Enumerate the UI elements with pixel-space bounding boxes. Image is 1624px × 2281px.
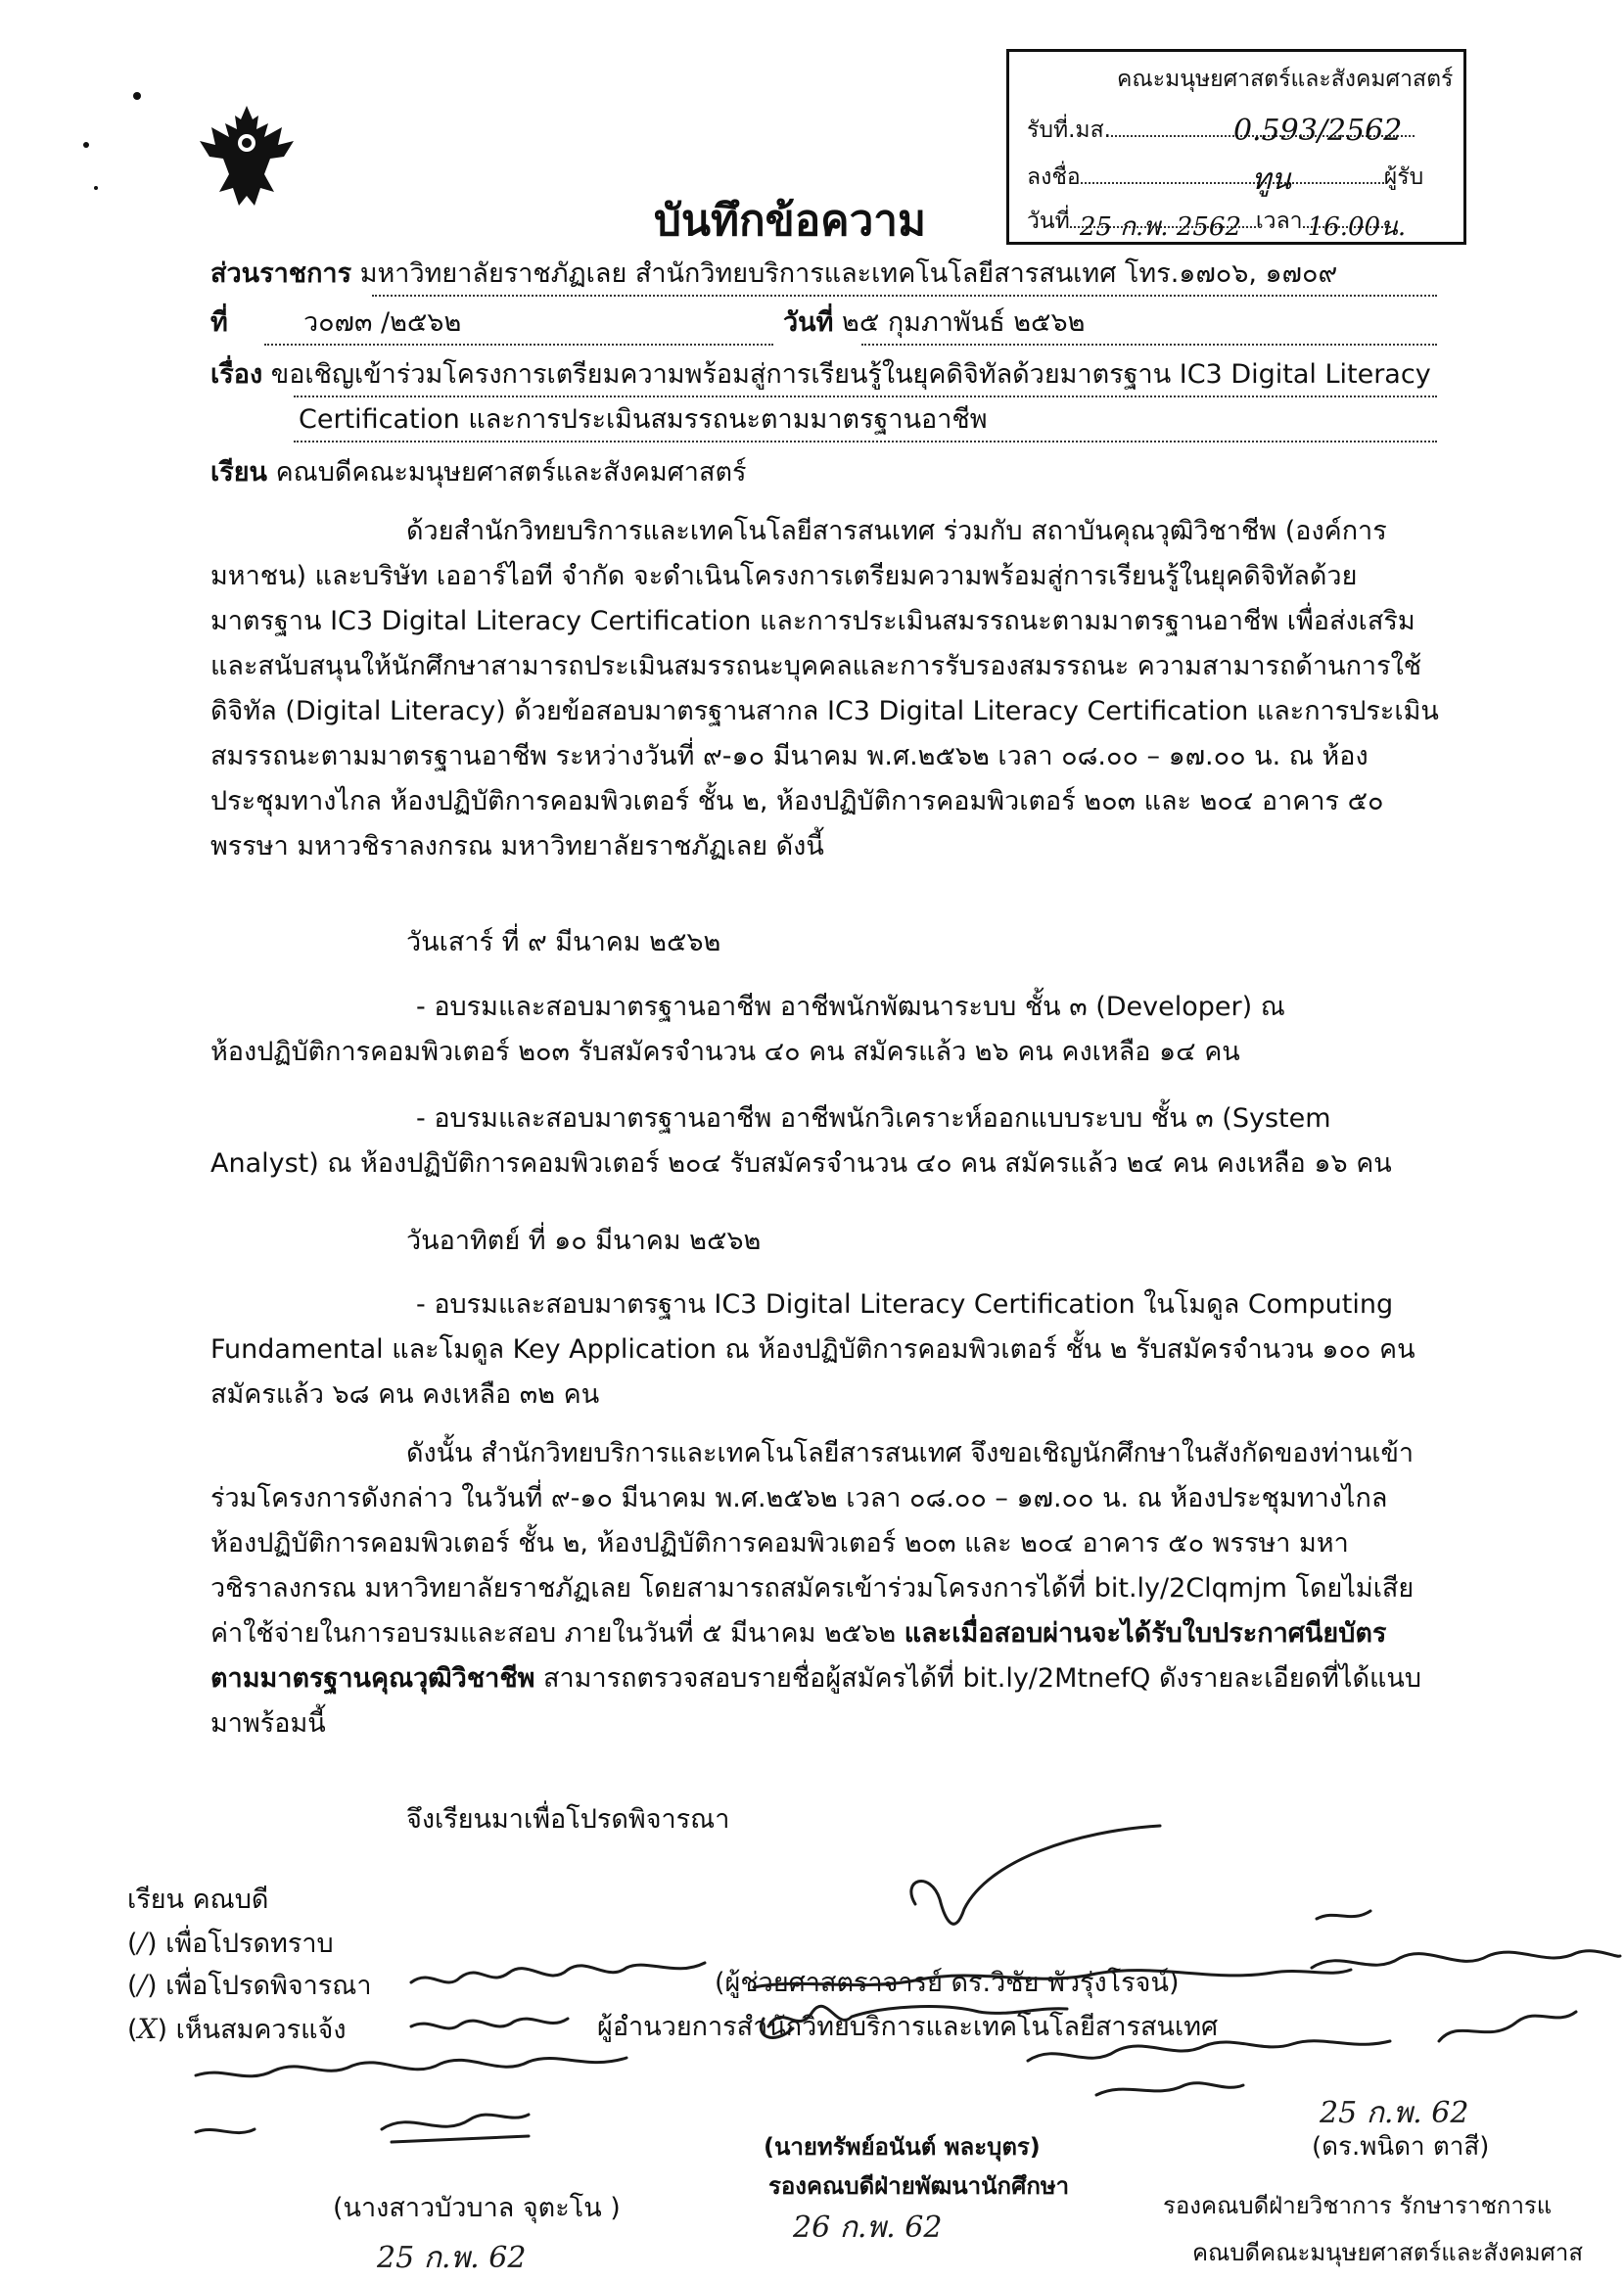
signature-deputy-icon [768,2006,1067,2026]
to-value: คณบดีคณะมนุษยศาสตร์และสังคมศาสตร์ [275,457,747,488]
agency-label: ส่วนราชการ [210,258,352,289]
option-acknowledge: (/) เพื่อโปรดทราบ [127,1927,334,1959]
signature-scribble-5-icon [382,2115,529,2142]
day2-heading: วันอาทิตย์ ที่ ๑๐ มีนาคม ๒๕๖๒ [406,1226,762,1256]
signature-scribble-8-icon [754,1970,1351,1987]
option-notify: (X) เห็นสมควรแจ้ง [127,2013,347,2045]
closing-line: จึงเรียนมาเพื่อโปรดพิจารณา [406,1804,730,1835]
stamp-receiver-value: ทูน [1251,163,1292,197]
stamp-sign-label: ลงชื่อ [1027,164,1081,190]
item2-line: - อบรมและสอบมาตรฐานอาชีพ อาชีพนักวิเคราะห์ออกแบบระบบ ชั้น ๓ (System [416,1103,1331,1134]
subject-line2: Certification และการประเมินสมรรถนะตามมาตรฐานอาชีพ [299,404,988,435]
signature-scribble-6-icon [1317,1911,1370,1919]
qualification-note: ตามมาตรฐานคุณวุฒิวิชาชีพ [210,1663,535,1694]
item3-line: Fundamental และโมดูล Key Application ณ ห้องปฏิบัติการคอมพิวเตอร์ ชั้น ๒ รับสมัครจำนวน ๑๐๐ คน [210,1334,1415,1365]
date-label: วันที่ [783,307,834,338]
scan-artifacts [0,0,196,196]
signature-scribble-7-icon [1312,1951,1620,1968]
subject-dotline2 [294,441,1437,442]
signer1-title: ผู้อำนวยการสำนักวิทยบริการและเทคโนโลยีสารสนเทศ [597,2012,1219,2042]
signature-scribble-10-icon [1028,2041,1390,2061]
item3-line: - อบรมและสอบมาตรฐาน IC3 Digital Literacy Certification ในโมดูล Computing [416,1289,1394,1320]
p2-line: ตามมาตรฐานคุณวุฒิวิชาชีพ สามารถตรวจสอบรายชื่อผู้สมัครได้ที่ bit.ly/2MtnefQ ดังรายละเอียดที่ได้แนบ [210,1663,1421,1694]
signer2-name: (นายทรัพย์อนันต์ พละบุตร) [764,2133,1041,2161]
stamp-received-label: รับที่.มส. [1027,117,1111,143]
p1-line: ด้วยสำนักวิทยบริการและเทคโนโลยีสารสนเทศ ร่วมกับ สถาบันคุณวุฒิวิชาชีพ (องค์การ [406,516,1387,546]
day1-heading: วันเสาร์ ที่ ๙ มีนาคม ๒๕๖๒ [406,927,721,957]
date-dotline [861,344,1437,346]
signature-scribble-4-icon [196,2129,255,2133]
agency-value: มหาวิทยาลัยราชภัฏเลย สำนักวิทยบริการและเทคโนโลยีสารสนเทศ โทร.๑๗๐๖, ๑๗๐๙ [359,258,1338,289]
handwritten-date-2: 25 ก.พ. 62 [377,2241,527,2275]
subject-line1: ขอเชิญเข้าร่วมโครงการเตรียมความพร้อมสู่การเรียนรู้ในยุคดิจิทัลด้วยมาตรฐาน IC3 Digital Literacy [270,359,1431,390]
signature-scribble-11-icon [1096,2083,1243,2095]
ref-dotline [264,344,773,346]
date-value: ๒๕ กุมภาพันธ์ ๒๕๖๒ [842,307,1086,338]
signature-director-icon [911,1826,1160,1924]
receipt-stamp [1006,49,1466,245]
item-3 [210,1282,1439,1418]
handwritten-date-3: 26 ก.พ. 62 [793,2211,943,2245]
agency-row [210,252,1337,297]
p1-line: สมรรถนะตามมาตรฐานอาชีพ ระหว่างวันที่ ๙-๑๐ มีนาคม พ.ศ.๒๕๖๒ เวลา ๐๘.๐๐ – ๑๗.๐๐ น. ณ ห้อง [210,741,1369,771]
garuda-emblem-icon [196,98,299,215]
signer3-name: (ดร.พนิดา ตาสี) [1312,2132,1490,2162]
signer3-title2: คณบดีคณะมนุษยศาสตร์และสังคมศาส [1192,2239,1583,2266]
paragraph-2 [210,1431,1439,1746]
handwritten-signatures [0,1801,1624,2279]
option-consider: (/) เพื่อโปรดพิจารณา [127,1969,372,2001]
stamp-time-label: เวลา [1255,209,1303,234]
item3-line: สมัครแล้ว ๖๘ คน คงเหลือ ๓๒ คน [210,1379,600,1410]
to-label: เรียน [210,457,268,488]
p1-line: ดิจิทัล (Digital Literacy) ด้วยข้อสอบมาตรฐานสากล IC3 Digital Literacy Certification และการประเมิน [210,696,1439,726]
p2-line: ค่าใช้จ่ายในการอบรมและสอบ ภายในวันที่ ๕ มีนาคม ๒๕๖๒ และเมื่อสอบผ่านจะได้รับใบประกาศนียบัตร [210,1618,1387,1649]
p2-line: มาพร้อมนี้ [210,1708,326,1739]
handwritten-date-1: 25 ก.พ. 62 [1320,2096,1469,2130]
p2-line: ร่วมโครงการดังกล่าว ในวันที่ ๙-๑๐ มีนาคม พ.ศ.๒๕๖๒ เวลา ๐๘.๐๐ – ๑๗.๐๐ น. ณ ห้องประชุมทางไกล [210,1483,1388,1513]
ref-value: ว๐๗๓ /๒๕๖๒ [303,307,462,338]
signature-scribble-2-icon [411,2019,568,2028]
signature-scribble-1-icon [411,1963,705,1982]
memo-title: บันทึกข้อความ [654,196,927,246]
p2-line: ดังนั้น สำนักวิทยบริการและเทคโนโลยีสารสนเทศ จึงขอเชิญนักศึกษาในสังกัดของท่านเข้า [406,1438,1415,1468]
p1-line: พรรษา มหาวชิราลงกรณ มหาวิทยาลัยราชภัฏเลย ดังนี้ [210,831,824,861]
agency-dotline [372,295,1437,297]
signature-scribble-9-icon [1439,2012,1576,2041]
item-1 [210,985,1439,1075]
signature-scribble-3-icon [196,2058,626,2076]
ref-label: ที่ [210,307,228,338]
p1-line: มาตรฐาน IC3 Digital Literacy Certification และการประเมินสมรรถนะตามมาตรฐานอาชีพ เพื่อส่งเสริม [210,606,1415,636]
subject-row [210,352,1431,397]
item1-line: ห้องปฏิบัติการคอมพิวเตอร์ ๒๐๓ รับสมัครจำนวน ๔๐ คน สมัครแล้ว ๒๖ คน คงเหลือ ๑๔ คน [210,1037,1240,1067]
checkmark-2: / [137,1969,147,2001]
p2-line: วชิราลงกรณ มหาวิทยาลัยราชภัฏเลย โดยสามารถสมัครเข้าร่วมโครงการได้ที่ bit.ly/2Clqmjm โดยไม่เสีย [210,1573,1415,1604]
paragraph-1 [210,509,1439,869]
stamp-org: คณะมนุษยศาสตร์และสังคมศาสตร์ [1117,67,1454,92]
signer2-title: รองคณบดีฝ่ายพัฒนานักศึกษา [768,2172,1070,2200]
to-dean: เรียน คณบดี [127,1885,269,1915]
stamp-date-value: 25 ก.พ. 2562 [1079,212,1242,242]
checkmark-3: X [137,2013,158,2045]
signer1-name: (ผู้ช่วยศาสตราจารย์ ดร.วิชัย พัวรุ่งโรจน์) [715,1968,1180,1998]
item-2 [210,1096,1439,1187]
item1-line: - อบรมและสอบมาตรฐานอาชีพ อาชีพนักพัฒนาระบบ ชั้น ๓ (Developer) ณ [416,992,1285,1022]
ref-row [210,301,228,346]
p1-line: ประชุมทางไกล ห้องปฏิบัติการคอมพิวเตอร์ ชั้น ๒, ห้องปฏิบัติการคอมพิวเตอร์ ๒๐๓ และ ๒๐๔ อาคาร ๕๐ [210,786,1384,816]
stamp-time-value: 16.00น. [1307,212,1407,242]
p1-line: และสนับสนุนให้นักศึกษาสามารถประเมินสมรรถนะบุคคลและการรับรองสมรรถนะ ความสามารถด้านการใช้ [210,651,1422,681]
p2-line: ห้องปฏิบัติการคอมพิวเตอร์ ชั้น ๒, ห้องปฏิบัติการคอมพิวเตอร์ ๒๐๓ และ ๒๐๔ อาคาร ๕๐ พรรษา มหา [210,1528,1349,1559]
stamp-date-label: วันที่ [1027,209,1070,234]
signer4-name: (นางสาวบัวบาล จุตะโน ) [333,2193,621,2223]
stamp-received-value: 0.593/2562 [1232,114,1403,148]
certificate-note: และเมื่อสอบผ่านจะได้รับใบประกาศนียบัตร [904,1618,1387,1649]
stamp-receiver-label: ผู้รับ [1383,164,1424,190]
signer3-title: รองคณบดีฝ่ายวิชาการ รักษาราชการแ [1163,2192,1553,2219]
to-row [210,450,746,495]
subject-label: เรื่อง [210,359,263,390]
item2-line: Analyst) ณ ห้องปฏิบัติการคอมพิวเตอร์ ๒๐๔ รับสมัครจำนวน ๔๐ คน สมัครแล้ว ๒๔ คน คงเหลือ ๑๖ คน [210,1148,1392,1179]
date-row [783,301,1085,346]
p1-line: มหาชน) และบริษัท เออาร์ไอที จำกัด จะดำเนินโครงการเตรียมความพร้อมสู่การเรียนรู้ในยุคดิจิทัลด้วย [210,561,1358,591]
checkmark-1: / [137,1927,147,1959]
signature-deputy-flourish-icon [761,2019,793,2037]
